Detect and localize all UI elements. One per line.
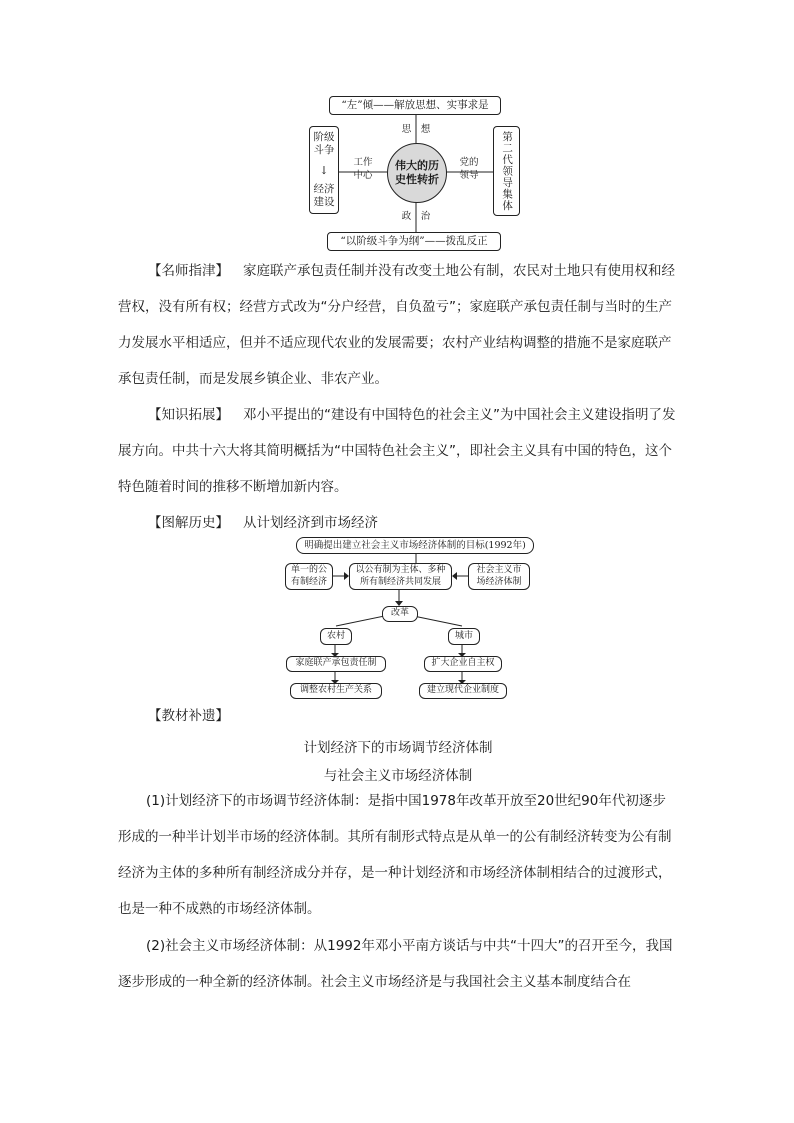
left-box-bottom-text: 经济建设 bbox=[313, 182, 335, 208]
label-politics: 政 治 bbox=[401, 211, 431, 222]
tip-text: 家庭联产承包责任制并没有改变土地公有制，农民对土地只有使用权和经营权，没有所有权；经营方式改为“分户经营，自负盈亏”；家庭联产承包责任制与当时的生产力发展水平相适应，但并不适应现代农业的发展需要；农村产业结构调整的措施不是家庭联产承包责任制，而是发展乡镇企业、非农产业。 bbox=[118, 263, 675, 387]
diagram2-top-box: 明确提出建立社会主义市场经济体制的目标(1992年) bbox=[296, 537, 534, 554]
figure-tag: 【图解历史】 bbox=[148, 515, 229, 531]
supplement-paragraph-2: (2)社会主义市场经济体制：从1992年邓小平南方谈话与中共“十四大”的召开至今，我国逐步形成的一种全新的经济体制。社会主义市场经济是与我国社会主义基本制度结合在 bbox=[118, 938, 673, 990]
diagram2-urban-box: 城市 bbox=[448, 628, 480, 645]
supplement-title-line1: 计划经济下的市场调节经济体制 bbox=[303, 740, 493, 756]
expand-text: 邓小平提出的“建设有中国特色的社会主义”为中国社会主义建设指明了发展方向。中共十六大将其简明概括为“中国特色社会主义”，即社会主义具有中国的特色，这个特色随着时间的推移不断增加新内容。 bbox=[118, 407, 676, 495]
label-party-leadership: 党的领导 bbox=[459, 157, 479, 181]
diagram1-top-box: “左”倾——解放思想、实事求是 bbox=[329, 96, 501, 115]
diagram1-right-box: 第二代领导集体 bbox=[493, 126, 520, 216]
diagram2-rural-item-1: 家庭联产承包责任制 bbox=[286, 656, 386, 672]
diagram1-bottom-box: “以阶级斗争为纲”——拨乱反正 bbox=[327, 232, 501, 251]
diagram2-reform-box: 改革 bbox=[382, 606, 418, 622]
expand-paragraph bbox=[118, 397, 678, 505]
tip-paragraph bbox=[118, 253, 678, 397]
figure-heading bbox=[118, 505, 678, 541]
supplement-heading bbox=[118, 698, 678, 734]
diagram2-rural-item-2: 调整农村生产关系 bbox=[290, 683, 382, 699]
tip-tag: 【名师指津】 bbox=[148, 263, 229, 279]
supplement-tag: 【教材补遗】 bbox=[148, 708, 229, 724]
diagram2-left-box: 单一的公有制经济 bbox=[285, 563, 333, 590]
supplement-title-line2: 与社会主义市场经济体制 bbox=[323, 768, 473, 784]
diagram2-urban-item-1: 扩大企业自主权 bbox=[424, 656, 502, 672]
left-box-top-text: 阶级斗争 bbox=[313, 131, 335, 157]
diagram2-middle-box: 以公有制为主体、多种所有制经济共同发展 bbox=[349, 563, 452, 590]
supplement-paragraph-1: (1)计划经济下的市场调节经济体制：是指中国1978年改革开放至20世纪90年代初逐步形成的一种半计划半市场的经济体制。其所有制形式特点是从单一的公有制经济转变为公有制经济为主体的多种所有制经济成分并存，是一种计划经济和市场经济体制相结合的过渡形式，也是一种不成熟的市场经济体制。 bbox=[118, 793, 672, 917]
diagram1-center-circle bbox=[387, 143, 447, 203]
expand-tag: 【知识拓展】 bbox=[148, 407, 229, 423]
diagram2-right-box: 社会主义市场经济体制 bbox=[468, 563, 530, 590]
diagram2-rural-box: 农村 bbox=[320, 628, 352, 645]
center-text: 伟大的历史性转折 bbox=[395, 159, 439, 186]
figure-title: 从计划经济到市场经济 bbox=[243, 515, 378, 531]
down-arrow-icon: ↓ bbox=[319, 163, 329, 177]
diagram1-left-box bbox=[309, 126, 339, 214]
label-work-center: 工作中心 bbox=[353, 157, 373, 181]
diagram2-urban-item-2: 建立现代企业制度 bbox=[419, 683, 507, 699]
label-thought: 思 想 bbox=[401, 124, 431, 135]
